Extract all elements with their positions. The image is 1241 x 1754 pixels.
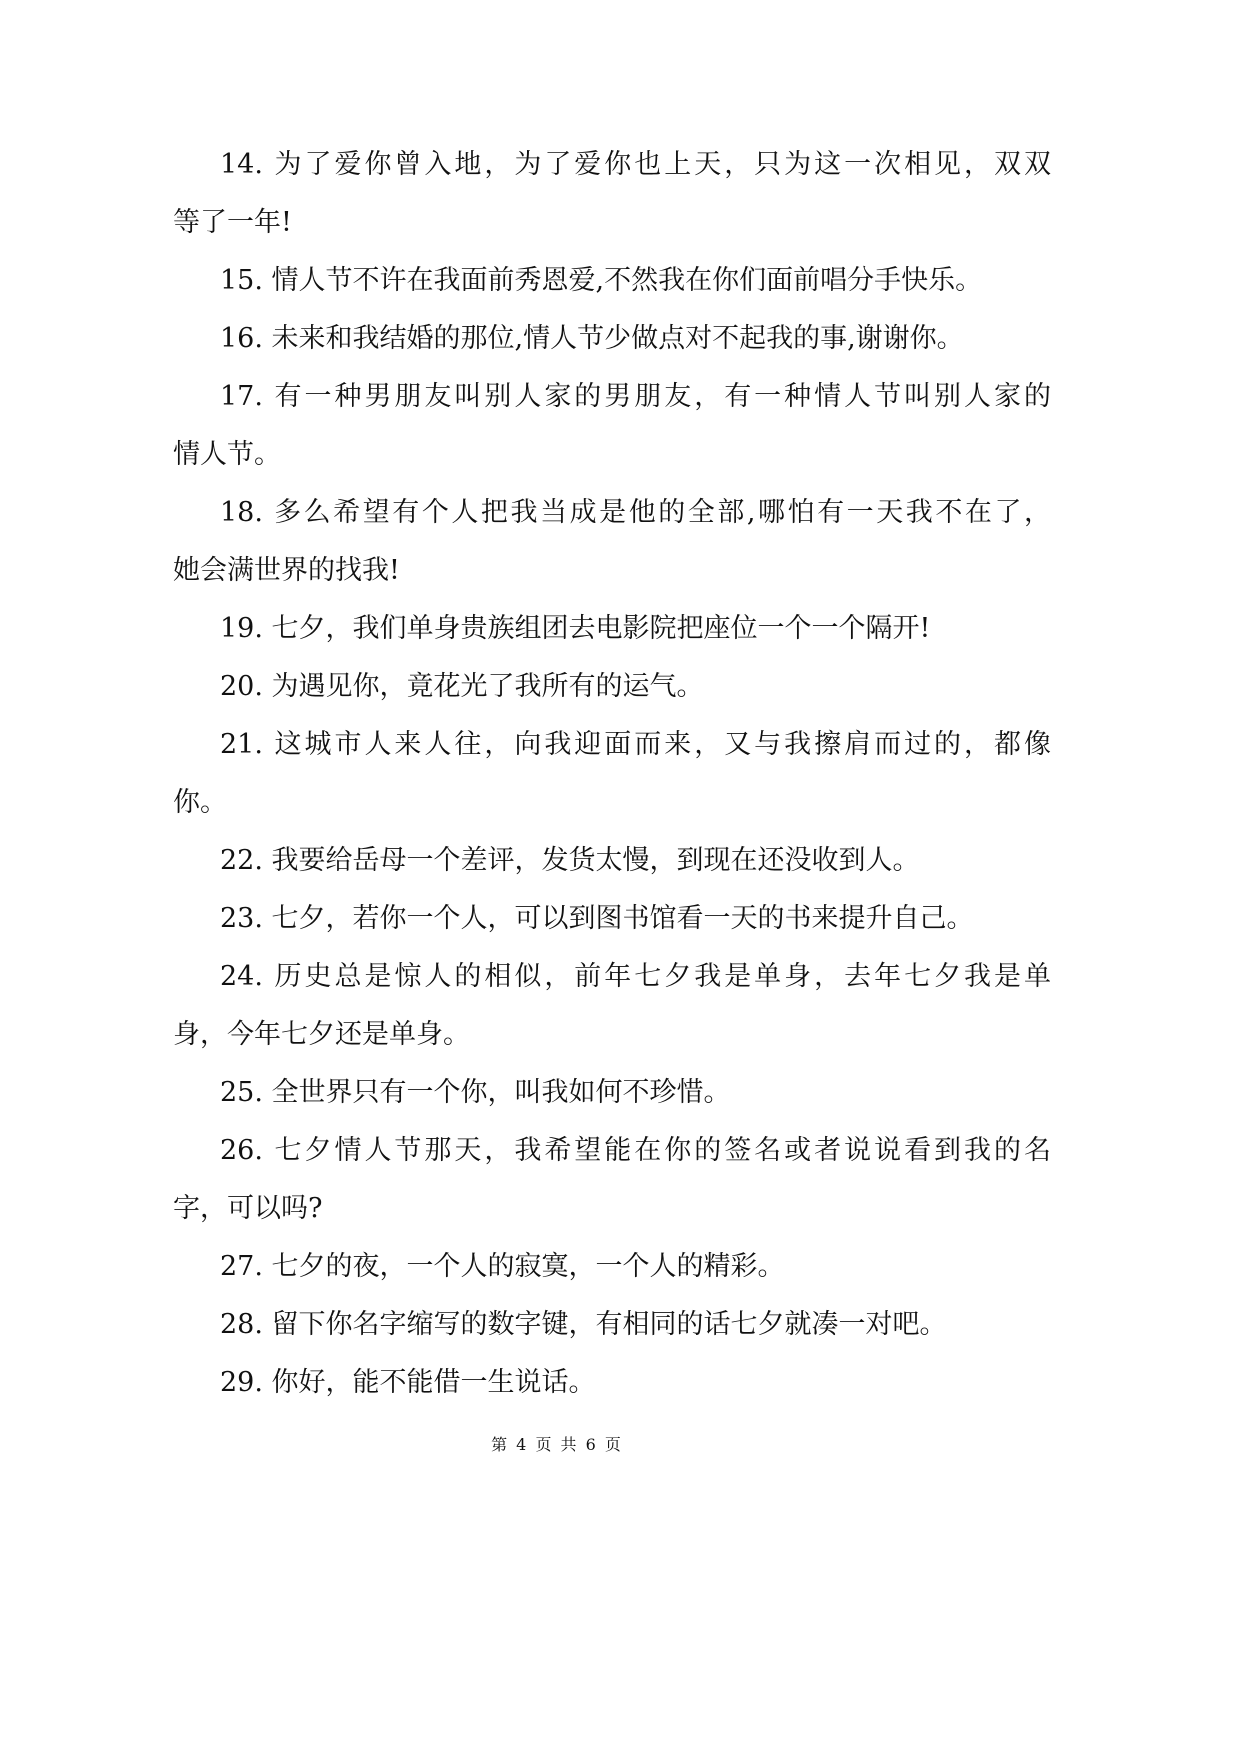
list-item	[173, 658, 1051, 716]
list-item	[173, 1354, 1051, 1412]
list-item-first-line: 23. 七夕，若你一个人，可以到图书馆看一天的书来提升自己。	[220, 903, 974, 934]
list-item-first-line: 24. 历史总是惊人的相似，前年七夕我是单身，去年七夕我是单	[220, 961, 1051, 992]
list-item-first-line: 17. 有一种男朋友叫别人家的男朋友，有一种情人节叫别人家的	[220, 381, 1051, 412]
list-item-first-line: 22. 我要给岳母一个差评，发货太慢，到现在还没收到人。	[220, 845, 920, 876]
list-item-first-line: 18. 多么希望有个人把我当成是他的全部,哪怕有一天我不在了，	[220, 497, 1051, 528]
list-item	[173, 368, 1051, 484]
list-item-first-line: 27. 七夕的夜，一个人的寂寞，一个人的精彩。	[220, 1251, 785, 1282]
list-item-first-line: 16. 未来和我结婚的那位,情人节少做点对不起我的事,谢谢你。	[220, 323, 964, 354]
document-body	[173, 136, 1051, 1412]
list-item	[173, 1238, 1051, 1296]
list-item-first-line: 19. 七夕，我们单身贵族组团去电影院把座位一个一个隔开!	[220, 613, 931, 644]
list-item	[173, 136, 1051, 252]
page-footer: 第 4 页 共 6 页	[491, 1435, 621, 1454]
list-item-first-line: 26. 七夕情人节那天，我希望能在你的签名或者说说看到我的名	[220, 1135, 1051, 1166]
list-item	[173, 832, 1051, 890]
list-item-first-line: 14. 为了爱你曾入地，为了爱你也上天，只为这一次相见，双双	[220, 149, 1051, 180]
list-item-first-line: 15. 情人节不许在我面前秀恩爱,不然我在你们面前唱分手快乐。	[220, 265, 983, 296]
list-item-continuation-line: 情人节。	[173, 439, 281, 470]
list-item	[173, 716, 1051, 832]
list-item-first-line: 28. 留下你名字缩写的数字键，有相同的话七夕就凑一对吧。	[220, 1309, 947, 1340]
list-item	[173, 948, 1051, 1064]
list-item-continuation-line: 你。	[173, 787, 227, 818]
list-item-continuation-line: 她会满世界的找我!	[173, 555, 400, 586]
list-item	[173, 1296, 1051, 1354]
list-item	[173, 484, 1051, 600]
list-item	[173, 310, 1051, 368]
list-item-first-line: 20. 为遇见你，竟花光了我所有的运气。	[220, 671, 704, 702]
list-item-first-line: 29. 你好，能不能借一生说话。	[220, 1367, 596, 1398]
list-item-continuation-line: 字，可以吗?	[173, 1193, 323, 1224]
list-item-first-line: 25. 全世界只有一个你，叫我如何不珍惜。	[220, 1077, 731, 1108]
list-item	[173, 890, 1051, 948]
list-item-first-line: 21. 这城市人来人往，向我迎面而来，又与我擦肩而过的，都像	[220, 729, 1051, 760]
list-item	[173, 1122, 1051, 1238]
list-item-continuation-line: 身，今年七夕还是单身。	[173, 1019, 470, 1050]
list-item	[173, 600, 1051, 658]
list-item	[173, 252, 1051, 310]
list-item-continuation-line: 等了一年!	[173, 207, 292, 238]
list-item	[173, 1064, 1051, 1122]
